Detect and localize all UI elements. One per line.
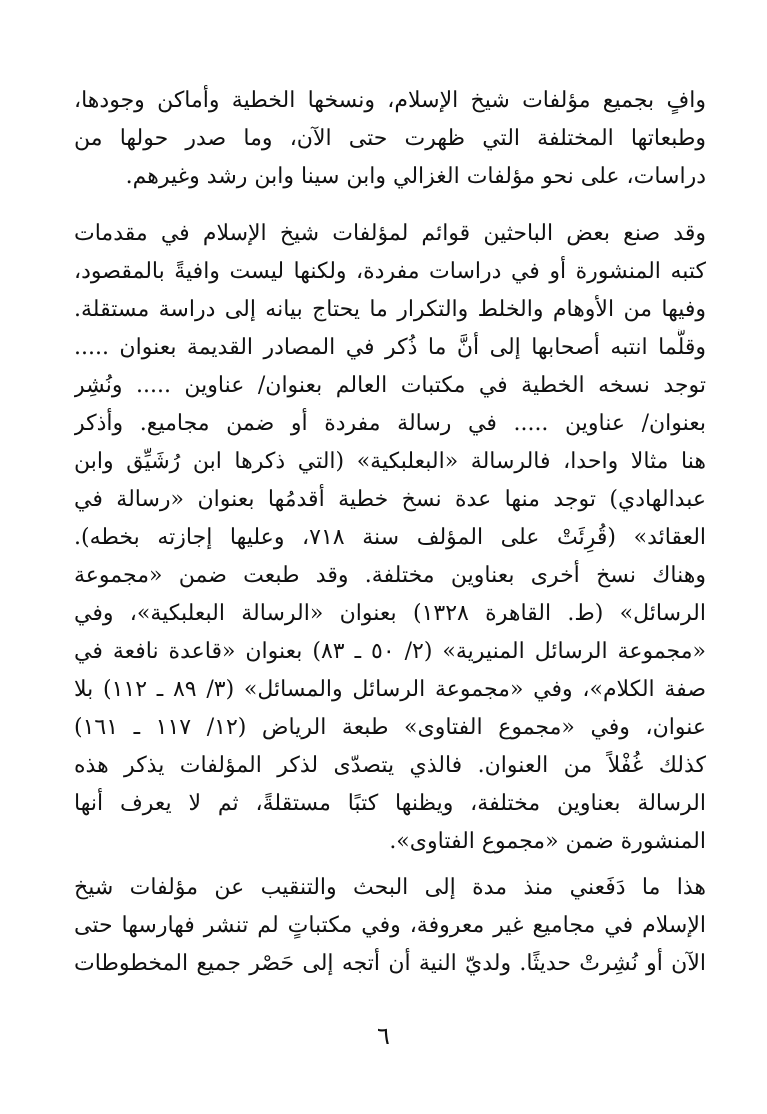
text-line: بعنوان/ عناوين ..... في رسالة مفردة أو ضمن مجاميع. وأذكر <box>74 411 706 436</box>
text-line: عنوان، وفي «مجموع الفتاوى» طبعة الرياض (١٢/ ١١٧ ـ ١٦١) <box>74 715 706 740</box>
text-line: كذلك غُفْلاً من العنوان. فالذي يتصدّى لذكر المؤلفات يذكر هذه <box>74 753 706 778</box>
text-line: الرسالة بعناوين مختلفة، ويظنها كتبًا مستقلةً، ثم لا يعرف أنها <box>74 791 706 816</box>
text-line: وقلَّما انتبه أصحابها إلى أنَّ ما ذُكر في المصادر القديمة بعنوان ..... <box>74 335 706 360</box>
text-line: دراسات، على نحو مؤلفات الغزالي وابن سينا وابن رشد وغيرهم. <box>125 164 706 189</box>
text-line: عبدالهادي) توجد منها عدة نسخ خطية أقدمُها بعنوان «رسالة في <box>74 487 706 512</box>
text-line: وفيها من الأوهام والخلط والتكرار ما يحتاج بيانه إلى دراسة مستقلة. <box>74 297 706 322</box>
text-line: توجد نسخه الخطية في مكتبات العالم بعنوان/ عناوين ..... ونُشِر <box>74 373 706 398</box>
text-line: هنا مثالا واحدا، فالرسالة «البعلبكية» (التي ذكرها ابن رُشَيِّق وابن <box>74 449 706 474</box>
text-line: وطبعاتها المختلفة التي ظهرت حتى الآن، وما صدر حولها من <box>74 126 706 151</box>
text-line: المنشورة ضمن «مجموع الفتاوى». <box>389 829 706 854</box>
text-line: الرسائل» (ط. القاهرة ١٣٢٨) بعنوان «الرسالة البعلبكية»، وفي <box>74 601 706 626</box>
text-line: هذا ما دَفَعني منذ مدة إلى البحث والتنقيب عن مؤلفات شيخ <box>74 875 706 900</box>
paragraph-1 <box>74 82 706 196</box>
text-line: «مجموعة الرسائل المنيرية» (٢/ ٥٠ ـ ٨٣) بعنوان «قاعدة نافعة في <box>74 639 706 664</box>
text-line: العقائد» (قُرِئَتْ على المؤلف سنة ٧١٨، وعليها إجازته بخطه). <box>74 525 706 550</box>
text-line: كتبه المنشورة أو في دراسات مفردة، ولكنها ليست وافيةً بالمقصود، <box>74 259 706 284</box>
text-line: صفة الكلام»، وفي «مجموعة الرسائل والمسائل» (٣/ ٨٩ ـ ١١٢) بلا <box>74 677 706 702</box>
text-line: الآن أو نُشِرتْ حديثًا. ولديّ النية أن أتجه إلى حَصْر جميع المخطوطات <box>74 951 706 976</box>
paragraph-2 <box>74 215 706 861</box>
text-line: الإسلام في مجاميع غير معروفة، وفي مكتباتٍ لم تنشر فهارسها حتى <box>74 913 706 938</box>
text-line: وهناك نسخ أخرى بعناوين مختلفة. وقد طبعت ضمن «مجموعة <box>74 563 706 588</box>
text-line: وقد صنع بعض الباحثين قوائم لمؤلفات شيخ الإسلام في مقدمات <box>74 221 706 246</box>
paragraph-3 <box>74 869 706 983</box>
page-number: ٦ <box>377 1022 390 1050</box>
text-line: وافٍ بجميع مؤلفات شيخ الإسلام، ونسخها الخطية وأماكن وجودها، <box>74 88 706 113</box>
